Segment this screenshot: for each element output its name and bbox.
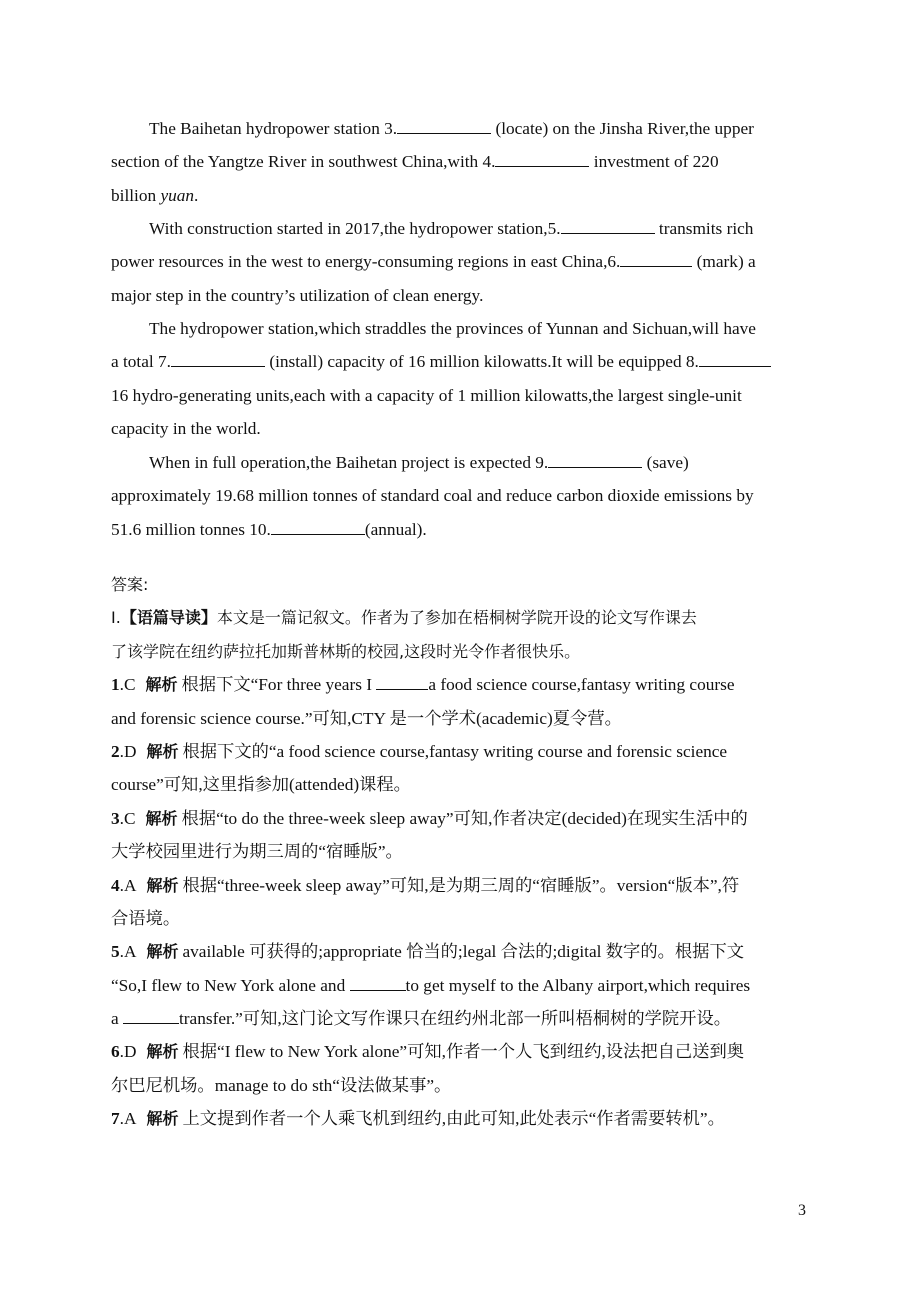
answer-item-5: 5.A 解析 available 可获得的;appropriate 恰当的;legal 合法的;digital 数字的。根据下文	[111, 942, 745, 962]
page-number: 3	[798, 1202, 806, 1219]
quoted-blank	[376, 672, 428, 690]
answer-blank-4[interactable]	[495, 149, 589, 167]
answer-blank-6[interactable]	[620, 249, 692, 267]
answer-blank-3[interactable]	[397, 116, 491, 134]
answer-item-1: 1.C 解析 根据下文“For three years I a food science course,fantasy writing course	[111, 668, 811, 701]
reading-guide: Ⅰ.【语篇导读】本文是一篇记叙文。作者为了参加在梧桐树学院开设的论文写作课去	[111, 608, 697, 628]
answer-blank-5[interactable]	[561, 216, 655, 234]
quoted-blank	[350, 973, 406, 991]
answer-item-4: 4.A 解析 根据“three-week sleep away”可知,是为期三周的“宿睡版”。version“版本”,符	[111, 875, 740, 895]
answer-blank-8[interactable]	[699, 349, 771, 367]
answers-heading: 答案:	[111, 575, 149, 594]
quoted-blank	[123, 1006, 179, 1024]
answer-item-2: 2.D 解析 根据下文的“a food science course,fantasy writing course and forensic science	[111, 741, 728, 761]
passage-paragraph-4: When in full operation,the Baihetan project is expected 9. (save) approximately 19.68 million tonnes of standard coal and reduce carbon dioxide emissions by 51.6 million tonnes 10. (annual).	[111, 446, 811, 546]
answer-item-3: 3.C 解析 根据“to do the three-week sleep away”可知,作者决定(decided)在现实生活中的	[111, 808, 748, 828]
passage-paragraph-3: The hydropower station,which straddles the provinces of Yunnan and Sichuan,will have a total 7. (install) capacity of 16 million kilowatts.It will be equipped 8. 16 hydro-generating units,each with a capacity of 1 million kilowatts,the largest single-unit capacity in the world.	[111, 312, 811, 446]
passage-paragraph-1: The Baihetan hydropower station 3. (locate) on the Jinsha River,the upper section of the Yangtze River in southwest China,with 4. investment of 220 billion yuan.	[111, 112, 811, 212]
passage-paragraph-2: With construction started in 2017,the hydropower station,5. transmits rich power resources in the west to energy-consuming regions in east China,6. (mark) a major step in the country’s utilization of clean energy.	[111, 212, 811, 312]
answer-item-6: 6.D 解析 根据“I flew to New York alone”可知,作者一个人飞到纽约,设法把自己送到奥	[111, 1042, 745, 1062]
answer-item-7: 7.A 解析 上文提到作者一个人乘飞机到纽约,由此可知,此处表示“作者需要转机”。	[111, 1109, 725, 1129]
answer-blank-10[interactable]	[271, 517, 365, 535]
answer-blank-9[interactable]	[548, 450, 642, 468]
answers-section: 答案: Ⅰ.【语篇导读】本文是一篇记叙文。作者为了参加在梧桐树学院开设的论文写作课去 了该学院在纽约萨拉托加斯普林斯的校园,这段时光令作者很快乐。 1.C 解析 根据下文“For three years I a food science course,fantasy writing course and forensic science course.”可知,CTY 是一个学术(academic)夏令营。 2.D 解析 根据下文的“a food science course,fantasy writing course and forensic science course”可知,这里指参加(attended)课程。 3.C 解析 根据“to do the three-week sleep away”可知,作者决定(decided)在现实生活中的 大学校园里进行为期三周的“宿睡版”。 4.A 解析 根据“three-week sleep away”可知,是为期三周的“宿睡版”。version“版本”,符 合语境。 5.A 解析 available 可获得的;appropriate 恰当的;legal 合法的;digital 数字的。根据下文 “So,I flew to New York alone and to get myself to the Albany airport,which requires a transfer.”可知,这门论文写作课只在纽约州北部一所叫梧桐树的学院开设。 6.D 解析 根据“I flew to New York alone”可知,作者一个人飞到纽约,设法把自己送到奥 尔巴尼机场。manage to do sth“设法做某事”。 7.A 解析 上文提到作者一个人乘飞机到纽约,由此可知,此处表示“作者需要转机”。	[111, 568, 811, 1136]
answer-blank-7[interactable]	[171, 349, 265, 367]
